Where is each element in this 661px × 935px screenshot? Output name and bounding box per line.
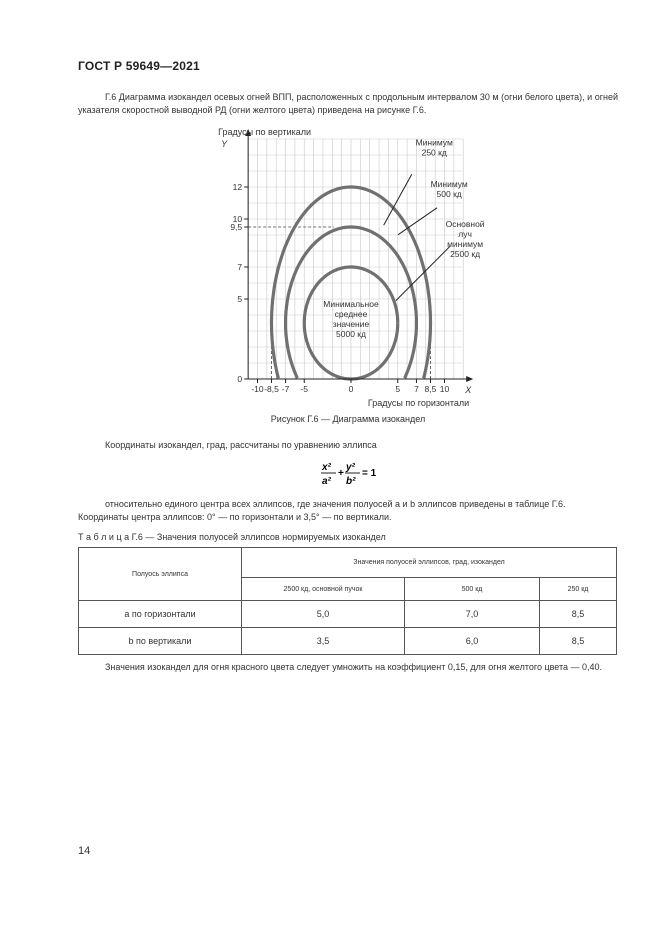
formula-a2: a² xyxy=(322,476,331,487)
formula-y2: y² xyxy=(346,462,355,473)
label-main-beam-line: луч xyxy=(458,229,472,239)
table-header-2500: 2500 кд, основной пучок xyxy=(242,578,405,601)
y-tick-label: 7 xyxy=(237,262,243,272)
formula-b2: b² xyxy=(346,476,356,487)
isocandela-chart-svg xyxy=(96,124,626,414)
label-main-beam-line: минимум xyxy=(447,239,484,249)
label-center-line: 5000 кд xyxy=(336,329,366,339)
label-main-beam-line: 2500 кд xyxy=(450,249,481,259)
page-number: 14 xyxy=(78,845,91,857)
x-tick-label: -7 xyxy=(281,384,290,394)
paragraph-coordinates: Координаты изокандел, град, рассчитаны по уравнению эллипса xyxy=(105,440,377,450)
y-tick-label: 5 xyxy=(237,294,243,304)
table-cell-row-label: b по вертикали xyxy=(79,628,242,655)
table-cell: 8,5 xyxy=(540,601,617,628)
formula-plus: + xyxy=(338,468,344,479)
x-tick-label: 10 xyxy=(439,384,450,394)
label-main-beam-line: Основной xyxy=(445,219,485,229)
label-min-250-line: Минимум xyxy=(415,137,453,148)
formula-equals-one: = 1 xyxy=(362,468,377,479)
isocandela-diagram xyxy=(96,124,626,414)
y-tick-label: 12 xyxy=(232,182,243,192)
label-min-250-line: 250 кд xyxy=(421,147,447,158)
document-header: ГОСТ Р 59649—2021 xyxy=(78,59,200,73)
label-min-500-line: Минимум xyxy=(430,179,468,189)
x-tick-label: -5 xyxy=(300,384,309,394)
chart-annotations xyxy=(323,137,485,339)
table-cell: 5,0 xyxy=(242,601,405,628)
table-row xyxy=(79,601,617,628)
table-row xyxy=(79,628,617,655)
y-tick-label: 0 xyxy=(237,374,243,384)
table-cell: 6,0 xyxy=(405,628,540,655)
x-tick-label: 8,5 xyxy=(424,384,437,394)
semi-axes-table xyxy=(78,547,617,655)
x-tick-label: 5 xyxy=(395,384,401,394)
y-axis-title: Градусы по вертикали xyxy=(218,127,312,137)
table-header-semi-axis: Полуось эллипса xyxy=(79,548,242,601)
table-header-250: 250 кд xyxy=(540,578,617,601)
x-tick-label: -10 xyxy=(251,384,264,394)
label-center-line: Минимальное xyxy=(323,299,379,309)
paragraph-g6-intro: Г.6 Диаграмма изокандел осевых огней ВПП, расположенных с продольным интервалом 30 м (огни белого цвета), и огней указателя скоростной выводной РД (огни желтого цвета) приведена на рисунке Г.6. xyxy=(78,92,618,115)
ellipse-equation xyxy=(320,459,380,487)
x-axis-arrow xyxy=(466,376,473,382)
table-header-group: Значения полуосей эллипсов, град, изокандел xyxy=(242,548,617,578)
x-tick-label: -8,5 xyxy=(264,384,279,394)
figure-caption: Рисунок Г.6 — Диаграмма изокандел xyxy=(270,414,426,424)
x-tick-label: 0 xyxy=(348,384,354,394)
y-tick-label: 9,5 xyxy=(230,222,243,232)
table-header-row-1 xyxy=(79,548,617,578)
table-cell: 3,5 xyxy=(242,628,405,655)
paragraph-ellipse-center: относительно единого центра всех эллипсов, где значения полуосей a и b эллипсов приведены в таблице Г.6. Координаты центра эллипсов: 0° — по горизонтали и 3,5° — по вертикали. xyxy=(78,499,566,522)
y-axis-letter: Y xyxy=(221,139,228,149)
formula-x2: x² xyxy=(322,462,331,473)
leader-2500 xyxy=(396,246,450,300)
label-center-line: среднее xyxy=(334,309,368,319)
table-caption: Т а б л и ц а Г.6 — Значения полуосей эллипсов нормируемых изокандел xyxy=(78,532,386,542)
paragraph-color-coefficients: Значения изокандел для огня красного цвета следует умножить на коэффициент 0,15, для огня желтого цвета — 0,40. xyxy=(105,662,603,672)
x-axis-title: Градусы по горизонтали xyxy=(367,398,470,408)
table-cell-row-label: a по горизонтали xyxy=(79,601,242,628)
table-header-500: 500 кд xyxy=(405,578,540,601)
y-tick-label: 10 xyxy=(232,214,243,224)
table-cell: 8,5 xyxy=(540,628,617,655)
x-tick-label: 7 xyxy=(414,384,419,394)
label-min-500-line: 500 кд xyxy=(436,189,462,199)
table-cell: 7,0 xyxy=(405,601,540,628)
x-axis-letter: X xyxy=(465,385,472,395)
label-center-line: значение xyxy=(332,319,370,329)
